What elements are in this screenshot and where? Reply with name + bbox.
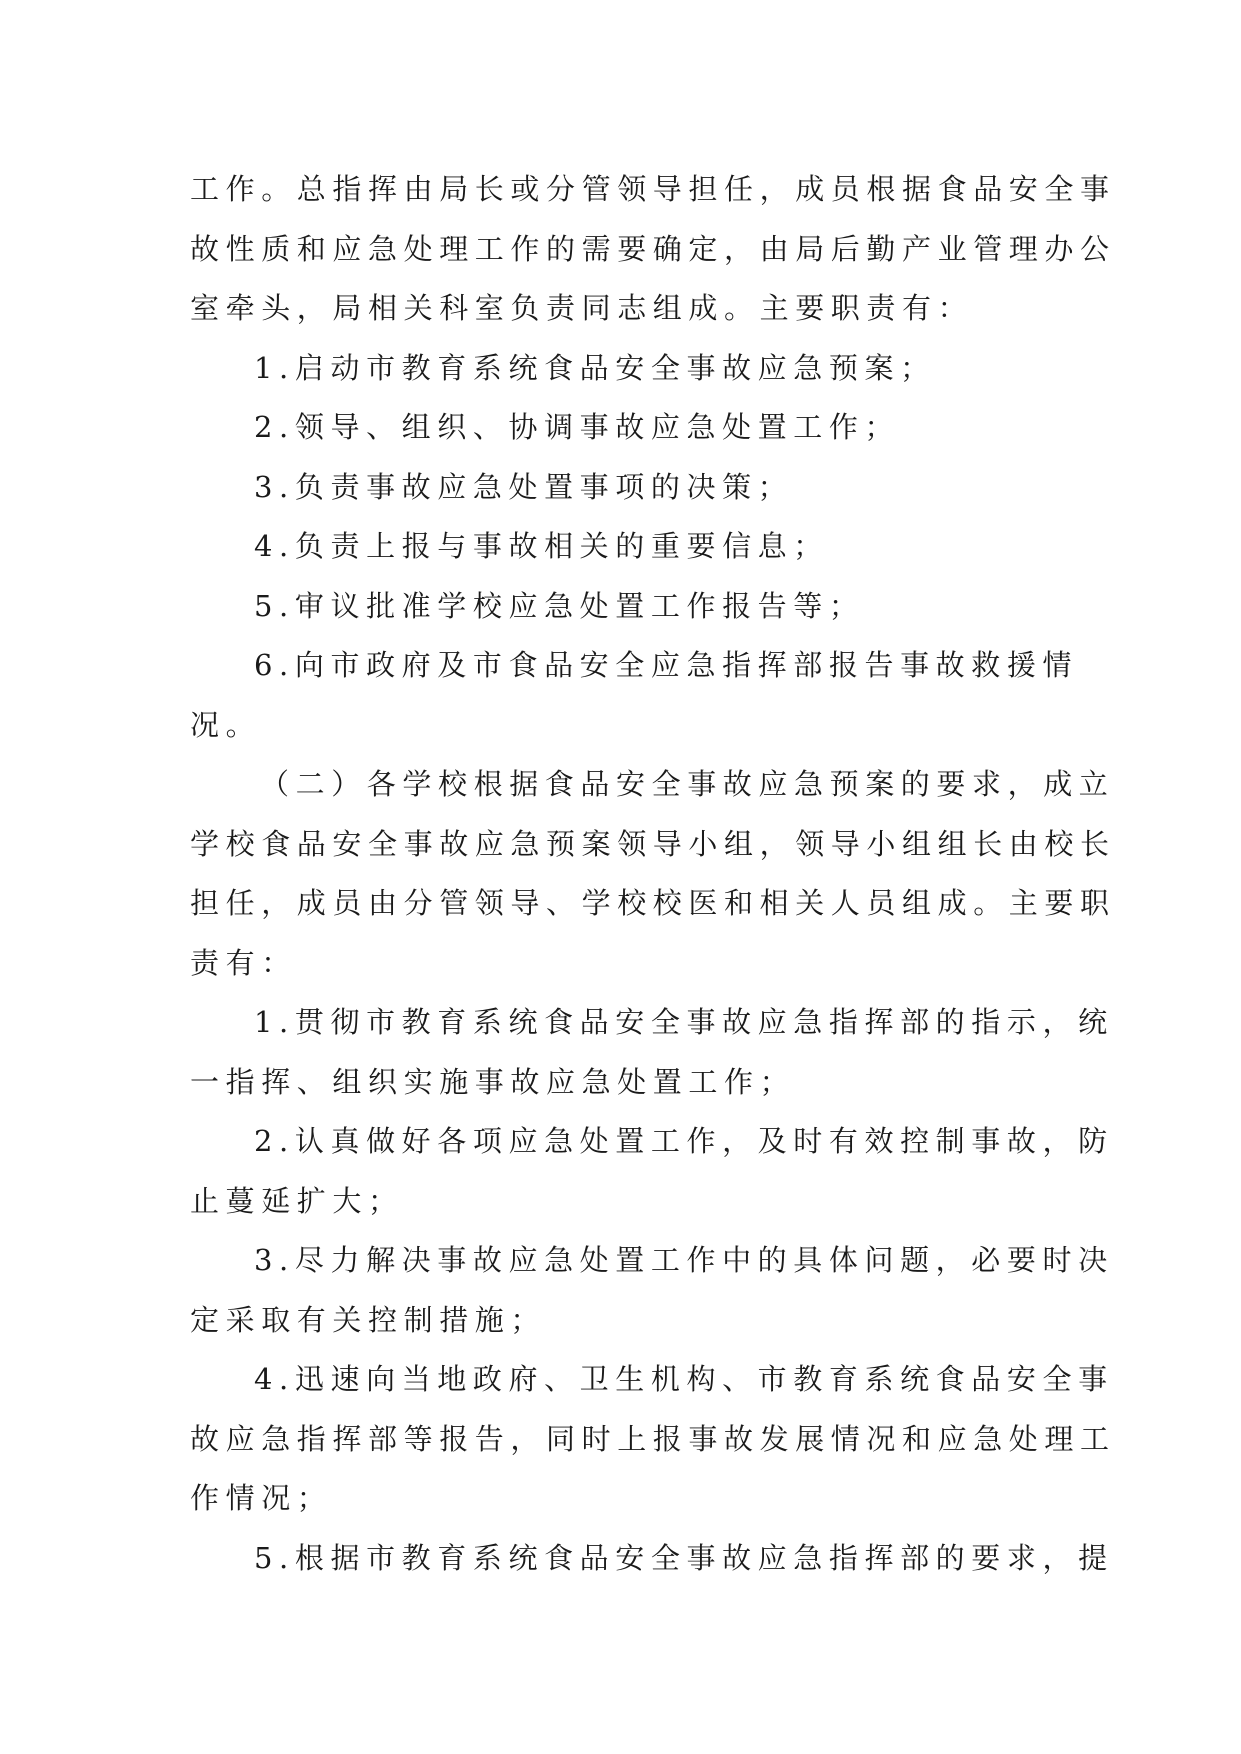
list-item-4: 4.迅速向当地政府、卫生机构、市教育系统食品安全事 <box>254 1362 1114 1396</box>
list-item-3: 3.尽力解决事故应急处置工作中的具体问题，必要时决 <box>254 1243 1114 1277</box>
text-line: 故应急指挥部等报告，同时上报事故发展情况和应急处理工 <box>190 1421 1116 1456</box>
text-line: 定采取有关控制措施； <box>190 1302 547 1337</box>
list-item-2: 2.认真做好各项应急处置工作，及时有效控制事故，防 <box>254 1124 1114 1158</box>
text-line: 工作。总指挥由局长或分管领导担任，成员根据食品安全事 <box>190 172 1116 206</box>
text-line: 故性质和应急处理工作的需要确定，由局后勤产业管理办公 <box>190 231 1116 266</box>
text-line: 担任，成员由分管领导、学校校医和相关人员组成。主要职 <box>190 886 1116 920</box>
text-line: 室牵头，局相关科室负责同志组成。主要职责有： <box>190 291 974 325</box>
list-item-1: 1.贯彻市教育系统食品安全事故应急指挥部的指示，统 <box>254 1005 1114 1039</box>
text-line: 况。 <box>190 707 262 742</box>
list-item-1: 1.启动市教育系统食品安全事故应急预案； <box>254 350 936 385</box>
text-line: 止蔓延扩大； <box>190 1183 404 1218</box>
text-line: 责有： <box>190 945 297 980</box>
list-item-4: 4.负责上报与事故相关的重要信息； <box>254 529 829 563</box>
section-paragraph: （二）各学校根据食品安全事故应急预案的要求，成立 <box>260 767 1115 801</box>
text-line: 作情况； <box>190 1481 333 1515</box>
text-line: 学校食品安全事故应急预案领导小组，领导小组组长由校长 <box>190 826 1116 861</box>
list-item-5: 5.根据市教育系统食品安全事故应急指挥部的要求，提 <box>254 1540 1114 1575</box>
list-item-5: 5.审议批准学校应急处置工作报告等； <box>254 588 865 623</box>
list-item-3: 3.负责事故应急处置事项的决策； <box>254 469 794 504</box>
list-item-6: 6.向市政府及市食品安全应急指挥部报告事故救援情 <box>254 648 1079 682</box>
text-line: 一指挥、组织实施事故应急处置工作； <box>190 1064 796 1099</box>
document-body <box>190 160 1116 1588</box>
list-item-2: 2.领导、组织、协调事故应急处置工作； <box>254 410 901 444</box>
